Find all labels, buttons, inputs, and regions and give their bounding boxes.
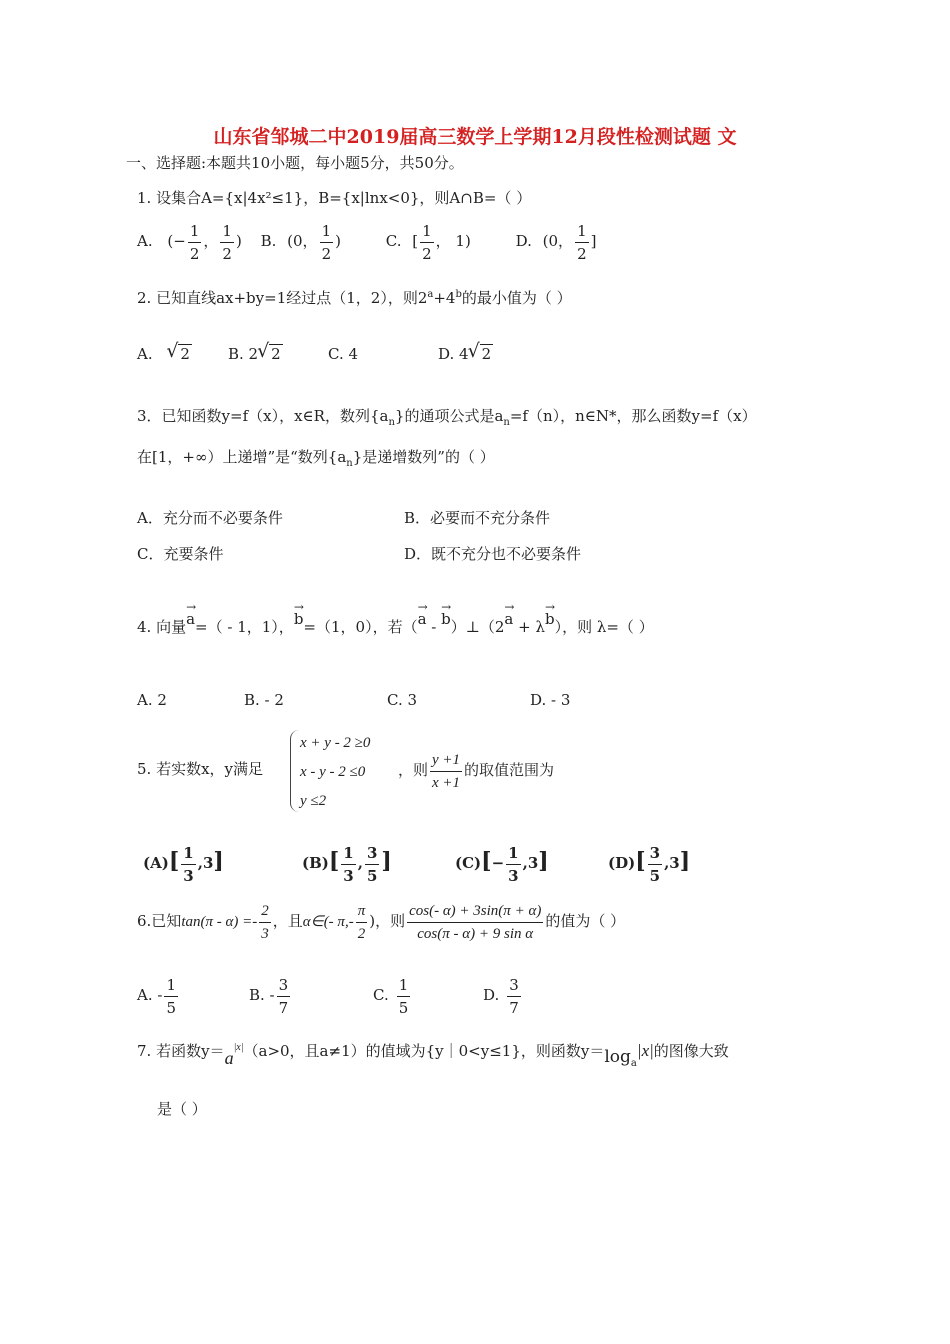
- question-3-line-2: [137, 447, 495, 474]
- option-d: [483, 972, 523, 1018]
- text: =（ - 1，1），: [195, 618, 294, 636]
- numerator: 1: [220, 220, 234, 243]
- question-2-stem: [137, 285, 572, 308]
- option-d: D. - 3: [530, 691, 571, 709]
- text: ，则: [398, 761, 429, 779]
- option-d-label: D.: [483, 986, 500, 1004]
- fraction: [575, 220, 589, 265]
- text: ）⊥（2: [450, 618, 505, 636]
- vector-a: → a: [418, 609, 427, 629]
- comma: ，: [203, 232, 219, 250]
- log: log: [604, 1047, 631, 1067]
- denominator: 3: [343, 866, 354, 885]
- text: ，且: [272, 912, 303, 930]
- numerator: 3: [277, 974, 291, 997]
- text: =（1，0），若（: [303, 618, 418, 636]
- fraction: [277, 974, 291, 1019]
- fraction: [420, 220, 434, 265]
- option-b: B. - 2: [244, 691, 284, 709]
- option-b: B．必要而不充分条件: [404, 509, 551, 527]
- question-7-continuation: 是（ ）: [157, 1100, 207, 1118]
- value: 3: [202, 854, 214, 872]
- numerator: 1: [420, 220, 434, 243]
- option-a-label: A. -: [137, 986, 163, 1004]
- option-a: A. 2: [137, 691, 167, 709]
- fraction: [181, 842, 195, 887]
- denominator: cos(π - α) + 9 sin α: [417, 925, 534, 942]
- option-b: [249, 972, 292, 1018]
- fraction: [220, 220, 234, 265]
- fraction: [164, 974, 178, 1019]
- numerator: 1: [341, 842, 355, 865]
- fraction: [341, 842, 355, 887]
- paren: (: [167, 232, 174, 250]
- text: }的通项公式是a: [394, 407, 504, 425]
- text: 的最小值为（ ）: [461, 289, 572, 307]
- option-a-label: A.: [137, 345, 153, 363]
- minus: −: [491, 854, 505, 872]
- denominator: 7: [278, 998, 289, 1017]
- option-c: C．充要条件: [137, 545, 224, 563]
- numerator: 1: [188, 220, 202, 243]
- text: 的取值范围为: [464, 761, 555, 779]
- vector-b: → b: [441, 609, 451, 629]
- exponent: b: [455, 289, 462, 300]
- fraction: [506, 842, 520, 887]
- paren: ): [235, 232, 242, 250]
- trig-ratio-fraction: [407, 900, 543, 945]
- ratio-fraction: [430, 749, 462, 794]
- option-c-label: C.: [373, 986, 389, 1004]
- numerator: 1: [575, 220, 589, 243]
- minus: −: [173, 232, 186, 250]
- text: ），则 λ=（ ）: [554, 618, 654, 636]
- numerator: 2: [259, 900, 271, 923]
- option-c: C. 3: [387, 691, 418, 709]
- value: 3: [527, 854, 539, 872]
- option-c: [373, 972, 412, 1018]
- question-7-stem: [137, 1038, 729, 1068]
- question-3-line-1: [137, 406, 757, 433]
- subscript: n: [346, 458, 353, 469]
- text: +4: [433, 289, 456, 307]
- paren: ): [335, 232, 341, 250]
- fraction: [648, 842, 662, 887]
- denominator: 2: [321, 244, 332, 263]
- constraint-2: x - y - 2 ≤0: [300, 764, 366, 780]
- option-d: [438, 344, 493, 364]
- text: 的图像大致: [653, 1042, 729, 1060]
- vector-b: → b: [545, 609, 555, 629]
- numerator: 1: [320, 220, 334, 243]
- option-c-value: [412, 221, 475, 263]
- question-5-lead: 5. 若实数x，y满足: [137, 760, 264, 778]
- log-argument: |x|: [636, 1041, 654, 1060]
- option-d-label: D. 4: [438, 345, 469, 363]
- denominator: 2: [357, 925, 366, 942]
- text: + λ: [513, 618, 545, 636]
- option-a: [137, 972, 180, 1018]
- text: 4. 向量: [137, 618, 187, 636]
- numerator: 3: [365, 842, 379, 865]
- radicand: 2: [180, 345, 190, 363]
- option-a: [137, 344, 192, 364]
- denominator: 5: [649, 866, 661, 885]
- denominator: x +1: [432, 774, 461, 791]
- vector-a: → a: [186, 609, 195, 629]
- numerator: cos(- α) + 3sin(π + α): [407, 900, 543, 923]
- numerator: π: [356, 900, 368, 923]
- tan-expression: tan(π - α) =-: [181, 914, 258, 930]
- bracket: [: [412, 232, 419, 250]
- page-title: 山东省邹城二中2019届高三数学上学期12月段性检测试题 文: [213, 126, 737, 148]
- vector-a: → a: [504, 609, 513, 629]
- value: 3: [669, 854, 680, 872]
- fraction: [507, 974, 521, 1019]
- denominator: 3: [508, 866, 519, 885]
- interval-open: (0，: [287, 232, 318, 250]
- text: )，则: [369, 912, 406, 930]
- text: 3．已知函数y=f（x），x∈R，数列{a: [137, 407, 389, 425]
- text: -: [426, 618, 442, 636]
- system-brace: [290, 730, 299, 812]
- interval-open: (0，: [542, 232, 574, 250]
- numerator: 1: [164, 974, 178, 997]
- question-4-stem: [137, 610, 654, 637]
- numerator: 1: [397, 974, 411, 997]
- denominator: 2: [422, 244, 432, 263]
- denominator: 5: [366, 866, 378, 885]
- text: }是递增数列”的（ ）: [352, 448, 495, 466]
- text: 在[1，+∞）上递增”是“数列{a: [137, 448, 347, 466]
- denominator: 3: [261, 925, 269, 942]
- constraint-3: y ≤2: [300, 793, 327, 809]
- numerator: 1: [181, 842, 195, 865]
- numerator: y +1: [430, 749, 462, 772]
- sqrt: [469, 344, 494, 364]
- option-a: A．充分而不必要条件: [137, 509, 283, 527]
- question-5-option-c: (C)[− $\frac{1}{3}$ ,3]: [455, 843, 549, 885]
- option-d-label: D.: [515, 232, 532, 250]
- denominator: 5: [166, 998, 176, 1017]
- denominator: 2: [222, 244, 232, 263]
- question-5-option-a: (A)[ $\frac{1}{3}$ ,3]: [143, 843, 224, 885]
- question-5-tail: [398, 748, 554, 792]
- fraction: [356, 900, 368, 945]
- numerator: 3: [648, 842, 662, 865]
- exponent: a: [427, 289, 434, 300]
- log-base: a: [630, 1058, 637, 1069]
- subscript: n: [388, 417, 395, 428]
- text: 的值为（ ）: [545, 912, 626, 930]
- denominator: 2: [189, 244, 200, 263]
- bracket: ]: [590, 232, 597, 250]
- option-a-label: A.: [137, 232, 153, 250]
- option-c: C. 4: [328, 345, 359, 363]
- fraction: [365, 842, 379, 887]
- option-b-value: [287, 221, 346, 263]
- question-6-stem: [137, 898, 625, 944]
- text: 2. 已知直线ax+by=1经过点（1，2），则2: [137, 289, 428, 307]
- option-d-label: (D): [608, 854, 636, 872]
- angle-condition: α∈(- π,-: [302, 914, 354, 930]
- text: （a>0，且a≠1）的值域为{y｜0<y≤1}，则函数y＝: [243, 1042, 605, 1060]
- option-b-label: B. -: [249, 986, 275, 1004]
- question-1-stem: 1. 设集合A={x|4x²≤1}，B={x|lnx<0}，则A∩B=（ ）: [137, 189, 532, 207]
- question-5-option-b: (B)[ $\frac{1}{3}$ , $\frac{3}{5}$ ]: [302, 843, 392, 885]
- fraction: [259, 900, 271, 945]
- numerator: 1: [506, 842, 520, 865]
- option-d: D．既不充分也不必要条件: [404, 545, 582, 563]
- denominator: 7: [509, 998, 519, 1017]
- numerator: 3: [507, 974, 521, 997]
- sqrt: [167, 344, 192, 364]
- denominator: 3: [183, 866, 194, 885]
- question-5-option-d: (D)[ $\frac{3}{5}$ ,3]: [608, 843, 691, 885]
- option-a-label: (A): [143, 854, 169, 872]
- denominator: 2: [577, 244, 587, 263]
- option-a-value: [167, 221, 246, 263]
- exponent: |x|: [233, 1042, 244, 1053]
- constraint-1: x + y - 2 ≥0: [300, 735, 371, 751]
- radicand: 2: [271, 345, 281, 363]
- fraction: [320, 220, 334, 265]
- text: =f（n），n∈N*，那么函数y=f（x）: [509, 407, 757, 425]
- option-b: [228, 344, 283, 364]
- base: a: [224, 1048, 234, 1068]
- vector-b: → b: [294, 609, 304, 629]
- option-c-label: (C): [455, 854, 482, 872]
- subscript: n: [503, 417, 510, 428]
- denominator: 5: [398, 998, 409, 1017]
- option-d-value: [542, 221, 597, 263]
- text: 7. 若函数y＝: [137, 1042, 225, 1060]
- option-c-label: C.: [385, 232, 402, 250]
- interval-end: ， 1): [435, 232, 471, 250]
- section-heading: 一、选择题:本题共10小题，每小题5分，共50分。: [126, 154, 464, 172]
- radicand: 2: [481, 345, 492, 363]
- text: 6.已知: [137, 912, 182, 930]
- sqrt: [258, 344, 283, 364]
- option-b-label: B.: [260, 232, 277, 250]
- fraction: [397, 974, 411, 1019]
- question-1-options: [137, 218, 596, 264]
- option-b-label: B. 2: [228, 345, 259, 363]
- fraction: [188, 220, 202, 265]
- option-b-label: (B): [302, 854, 329, 872]
